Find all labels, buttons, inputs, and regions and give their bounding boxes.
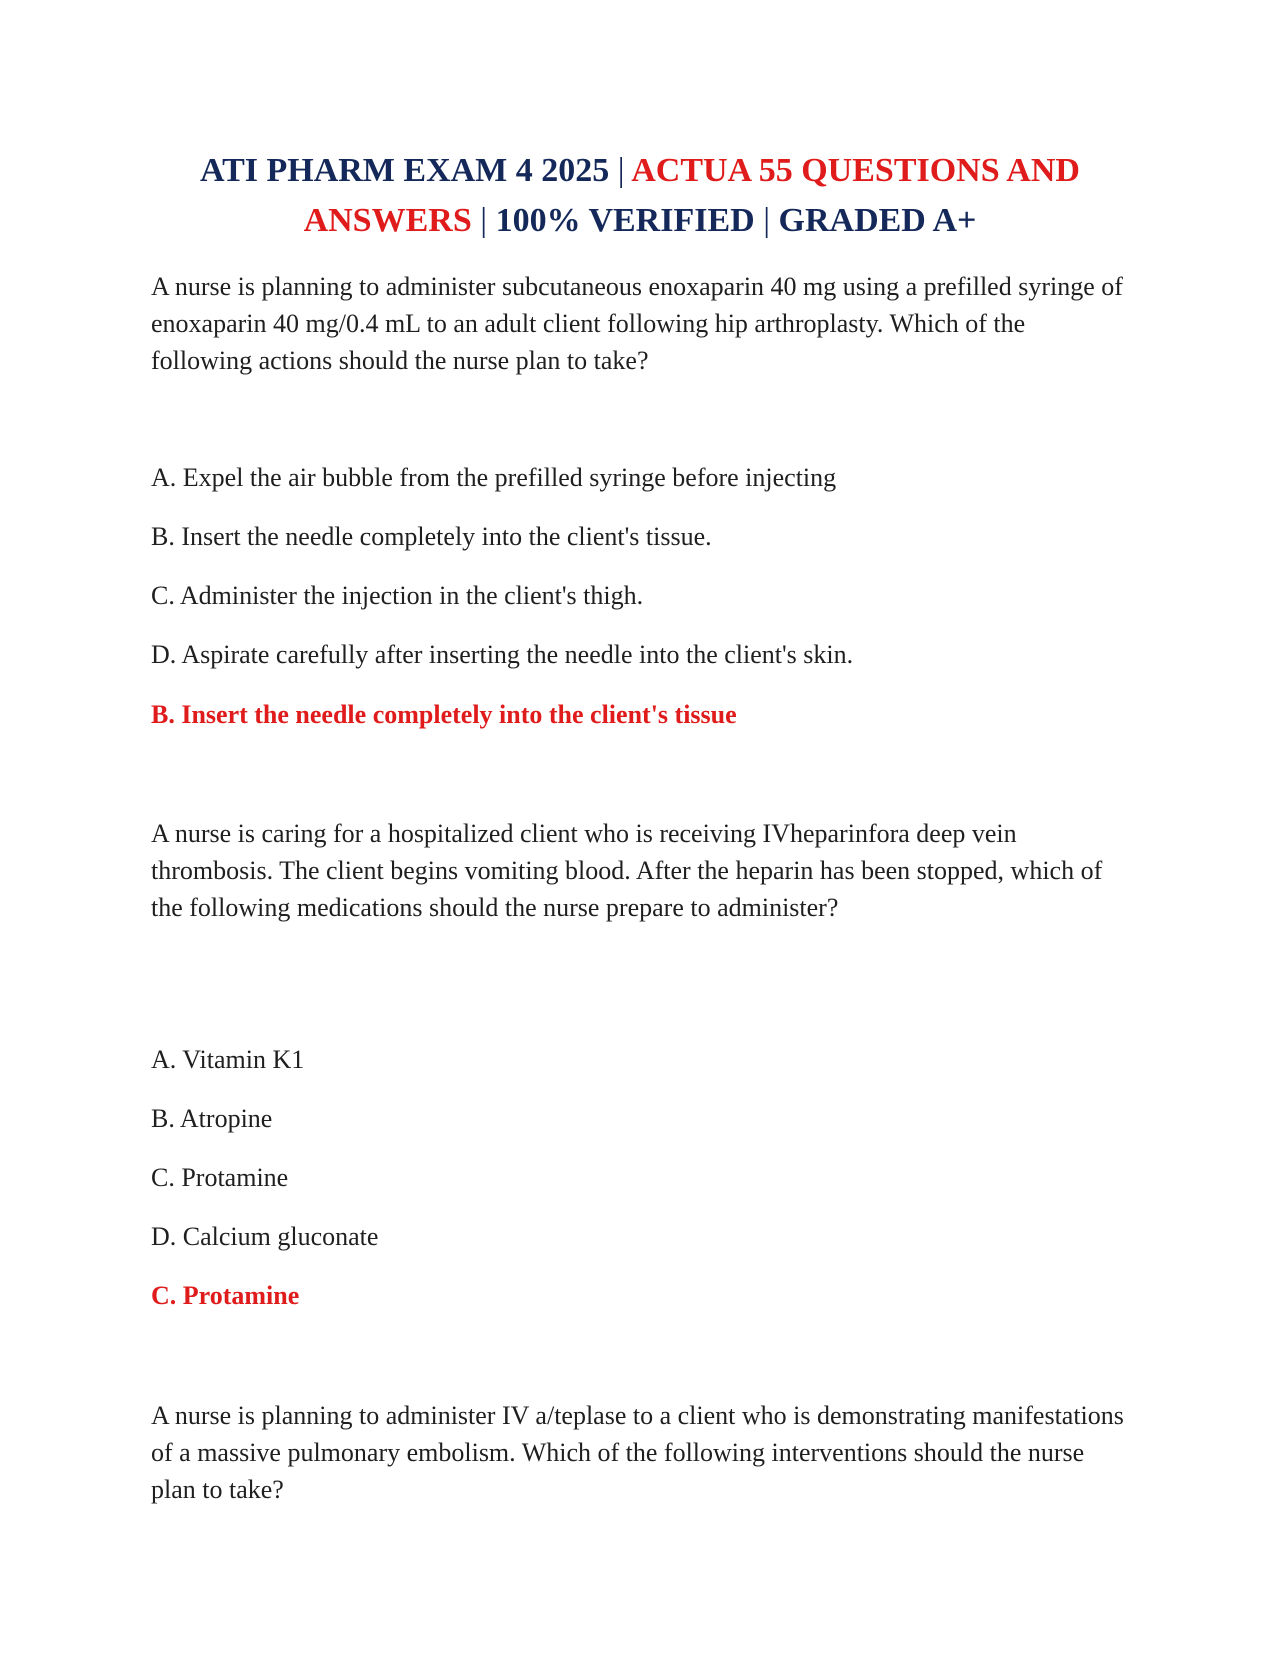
document-title — [150, 146, 1130, 246]
question-1-option-d: D. Aspirate carefully after inserting the needle into the client's skin. — [151, 640, 854, 669]
question-1-option-b: B. Insert the needle completely into the client's tissue. — [151, 522, 712, 551]
question-2-option-d: D. Calcium gluconate — [151, 1222, 379, 1251]
title-separator: | — [617, 152, 625, 189]
question-1-option-c: C. Administer the injection in the client's thigh. — [151, 581, 644, 610]
question-2-option-a: A. Vitamin K1 — [151, 1045, 305, 1074]
question-1-answer: B. Insert the needle completely into the client's tissue — [151, 700, 737, 729]
title-separator: | — [763, 202, 771, 239]
question-2-option-c: C. Protamine — [151, 1163, 289, 1192]
question-2-answer: C. Protamine — [151, 1281, 300, 1310]
title-part-verified: 100% VERIFIED — [495, 202, 755, 239]
title-separator: | — [480, 202, 488, 239]
title-part-graded: GRADED A+ — [778, 202, 977, 239]
question-1-stem: A nurse is planning to administer subcutaneous enoxaparin 40 mg using a prefilled syringe of enoxaparin 40 mg/0.4 mL to an adult client following hip arthroplasty. Which of the following actions should the nurse plan to take? — [151, 272, 1123, 375]
title-part-questions: ACTUA 55 QUESTIONS AND ANSWERS — [303, 152, 1080, 239]
question-1-option-a: A. Expel the air bubble from the prefilled syringe before injecting — [151, 463, 837, 492]
question-2-stem: A nurse is caring for a hospitalized client who is receiving IVheparinfora deep vein thrombosis. The client begins vomiting blood. After the heparin has been stopped, which of the following medications should the nurse prepare to administer? — [151, 819, 1103, 922]
title-part-exam: ATI PHARM EXAM 4 2025 — [200, 152, 610, 189]
question-2-option-b: B. Atropine — [151, 1104, 273, 1133]
question-3-stem: A nurse is planning to administer IV a/teplase to a client who is demonstrating manifestations of a massive pulmonary embolism. Which of the following interventions should the nurse plan to take? — [151, 1401, 1124, 1504]
